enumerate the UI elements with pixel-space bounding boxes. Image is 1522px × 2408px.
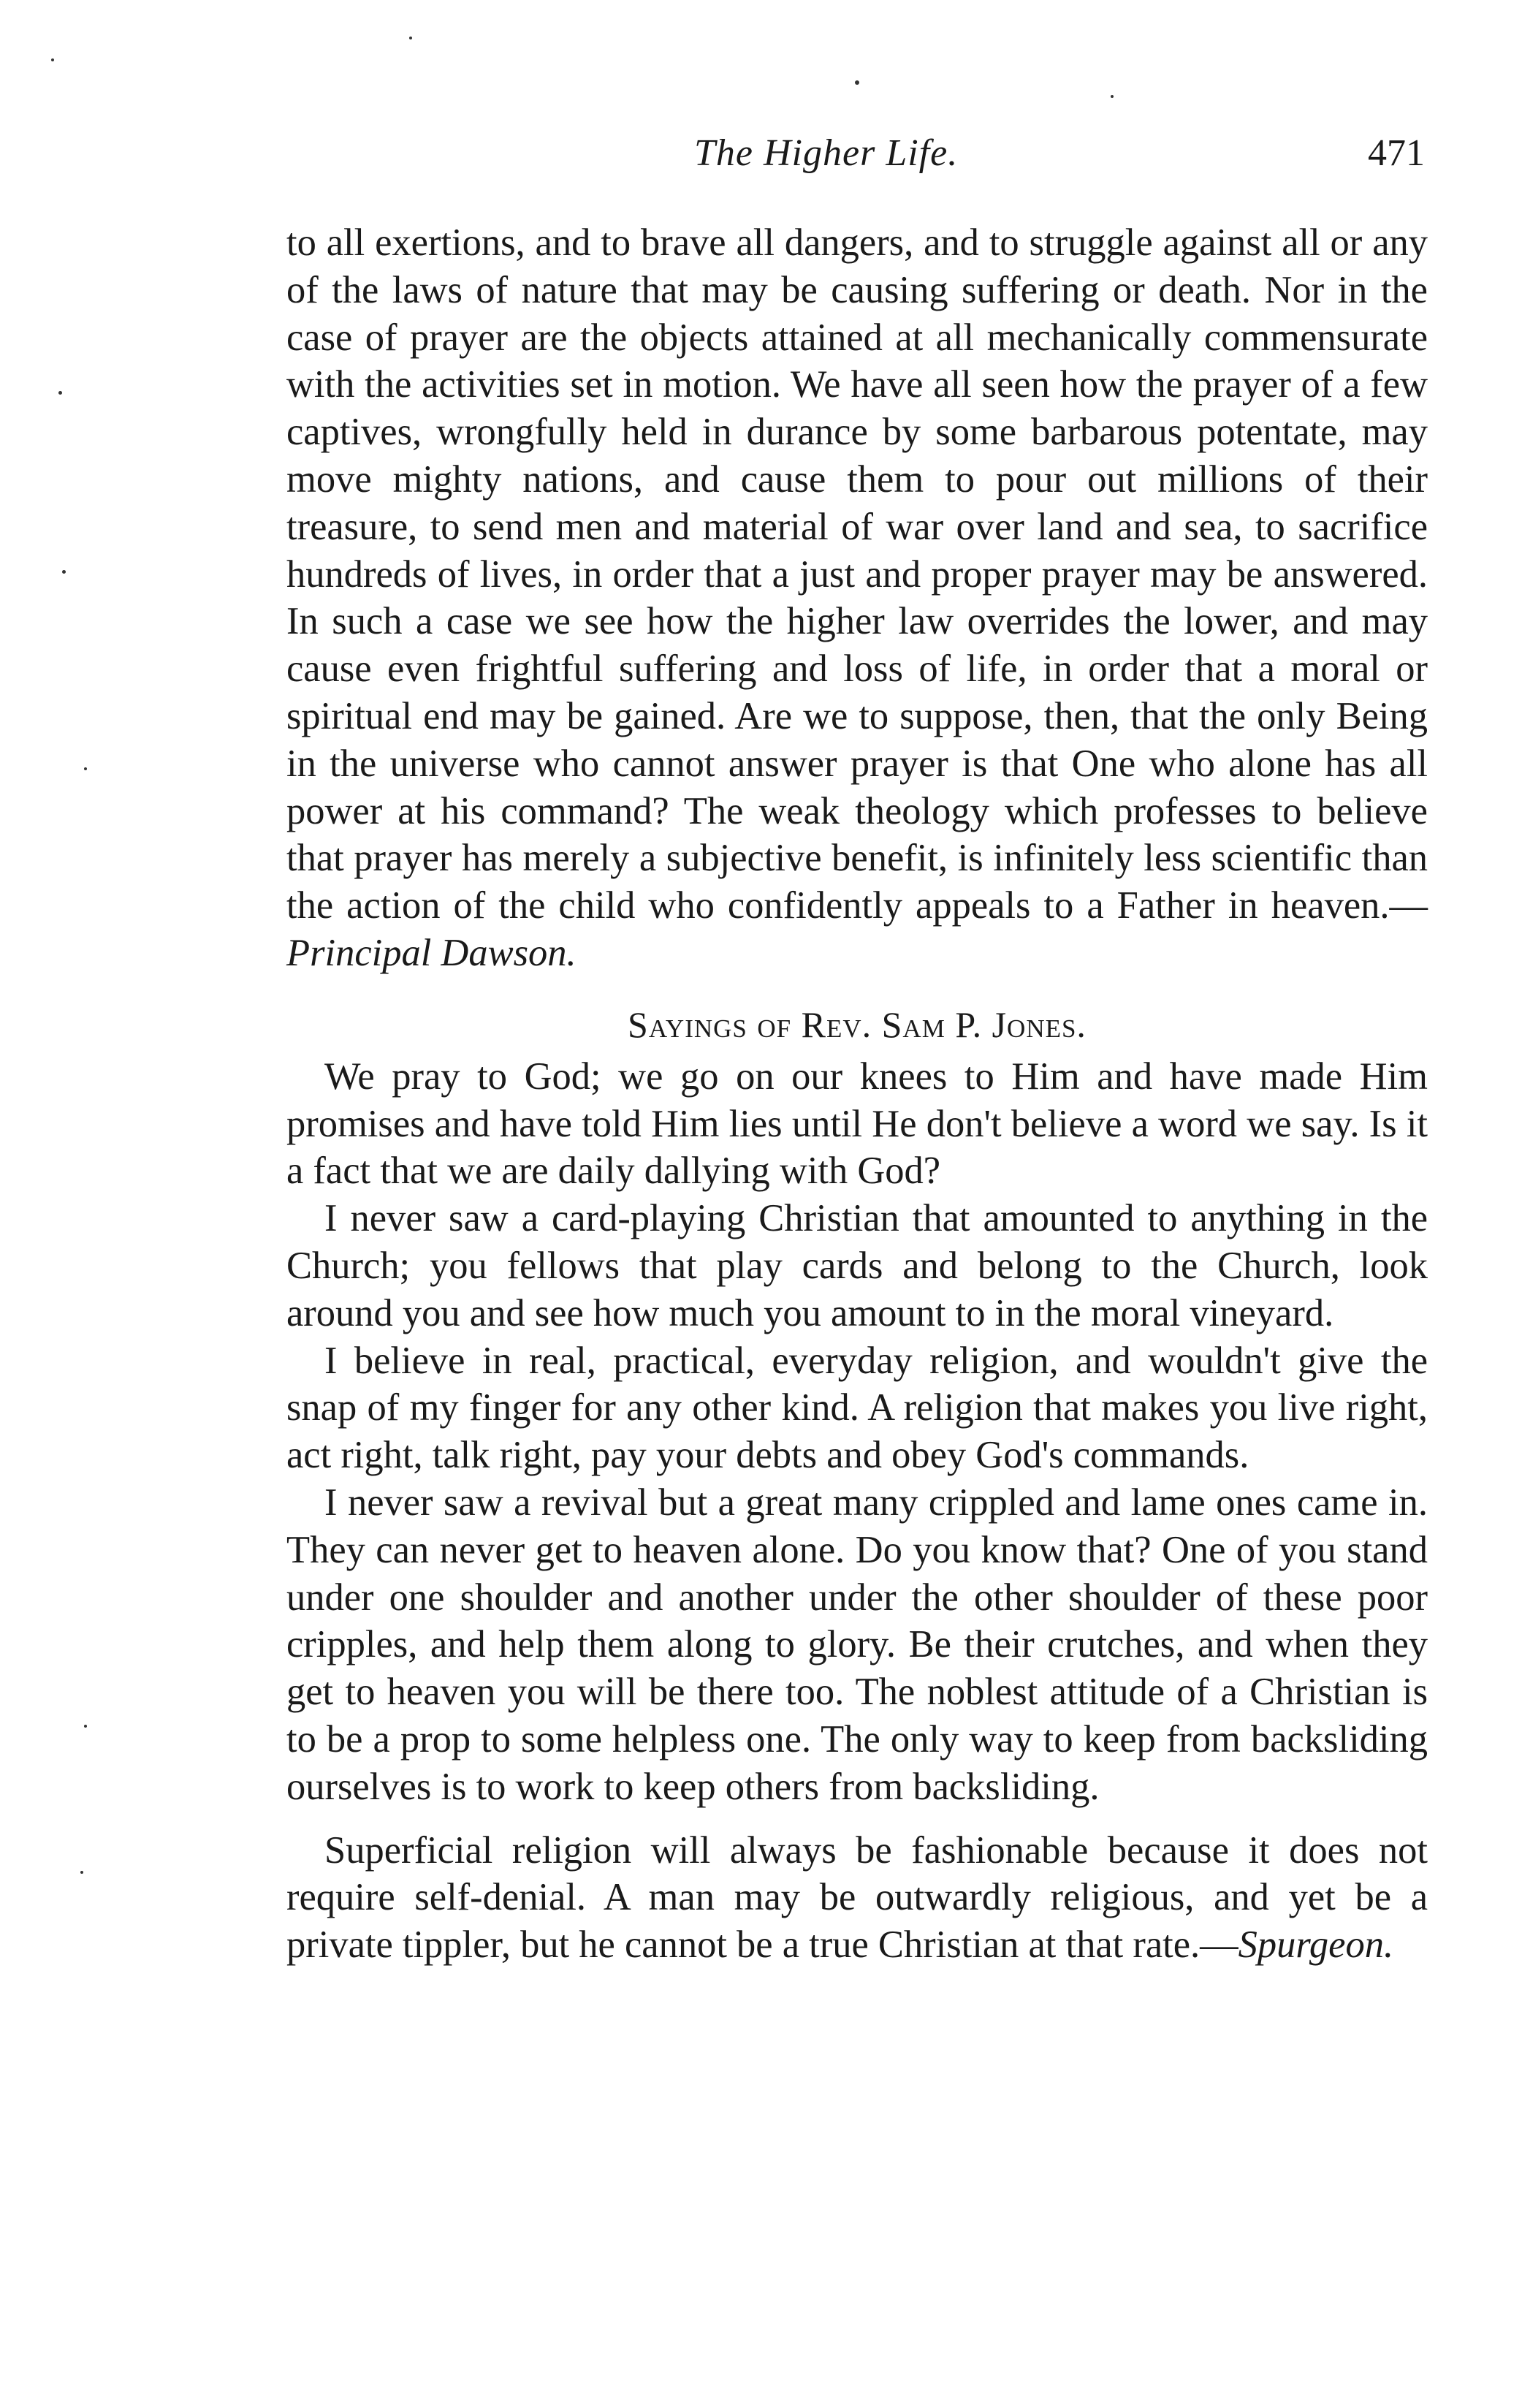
running-title: The Higher Life. <box>694 132 959 174</box>
page-header <box>285 132 1425 190</box>
section-heading: Sayings of Rev. Sam P. Jones. <box>628 1003 1087 1045</box>
scan-speck <box>409 37 412 39</box>
scan-speck <box>51 58 54 61</box>
scan-speck <box>855 80 859 85</box>
scan-speck <box>58 391 62 395</box>
dawson-text: to all exertions, and to brave all dangers, and to struggle against all or any of the laws of nature that may be causing suffering or death. Nor in the case of prayer are the objects attained at all mechanically commensurate with the activities set in motion. We have all seen how the prayer of a few captives, wrongfully held in durance by some barbarous potentate, may move mighty nations, and cause them to pour out millions of their treasure, to send men and material of war over land and sea, to sacrifice hundreds of lives, in order that a just and proper prayer may be answered. In such a case we see how the higher law overrides the lower, and may cause even frightful suffering and loss of life, in order that a moral or spiritual end may be gained. Are we to suppose, then, that the only Being in the universe who cannot answer prayer is that One who alone has all power at his command? The weak theology which professes to believe that prayer has merely a subjective benefit, is infinitely less scientific than the action of the child who confidently appeals to a Father in heaven.— <box>286 221 1428 927</box>
jones-paragraph-3: I believe in real, practical, everyday religion, and wouldn't give the snap of my finger for any other kind. A religion that makes you live right, act right, talk right, pay your debts and obey God's commands. <box>286 1339 1428 1477</box>
spurgeon-text: Superficial religion will always be fashionable because it does not require self-denial. A man may be outwardly religious, and yet be a private tippler, but he cannot be a true Christian at that rate.— <box>286 1828 1428 1967</box>
spurgeon-attribution: Spurgeon. <box>1238 1923 1394 1967</box>
paragraph-gap <box>286 1811 1428 1827</box>
scan-speck <box>62 570 66 574</box>
jones-paragraph-2: I never saw a card-playing Christian that amounted to anything in the Church; you fellows that play cards and belong to the Church, look around you and see how much you amount to in the moral vineyard. <box>286 1197 1428 1334</box>
scan-speck <box>1111 95 1114 98</box>
dawson-attribution: Principal Dawson. <box>286 931 577 974</box>
page-body <box>286 219 1428 1969</box>
jones-paragraph-4: I never saw a revival but a great many crippled and lame ones came in. They can never get to heaven alone. Do you know that? One of you stand under one shoulder and another under the other shoulder of these poor cripples, and help them along to glory. Be their crutches, and when they get to heaven you will be there too. The noblest attitude of a Christian is to be a prop to some helpless one. The only way to keep from backsliding ourselves is to work to keep others from backsliding. <box>286 1481 1428 1808</box>
spurgeon-paragraph <box>286 1827 1428 1969</box>
scan-speck <box>84 1725 87 1728</box>
page-number: 471 <box>1368 132 1425 174</box>
scan-speck <box>80 1871 83 1874</box>
scan-speck <box>84 767 87 770</box>
dawson-paragraph <box>286 219 1428 977</box>
jones-paragraph-1: We pray to God; we go on our knees to Him and have made Him promises and have told Him lies until He don't believe a word we say. Is it a fact that we are daily dallying with God? <box>286 1055 1428 1193</box>
